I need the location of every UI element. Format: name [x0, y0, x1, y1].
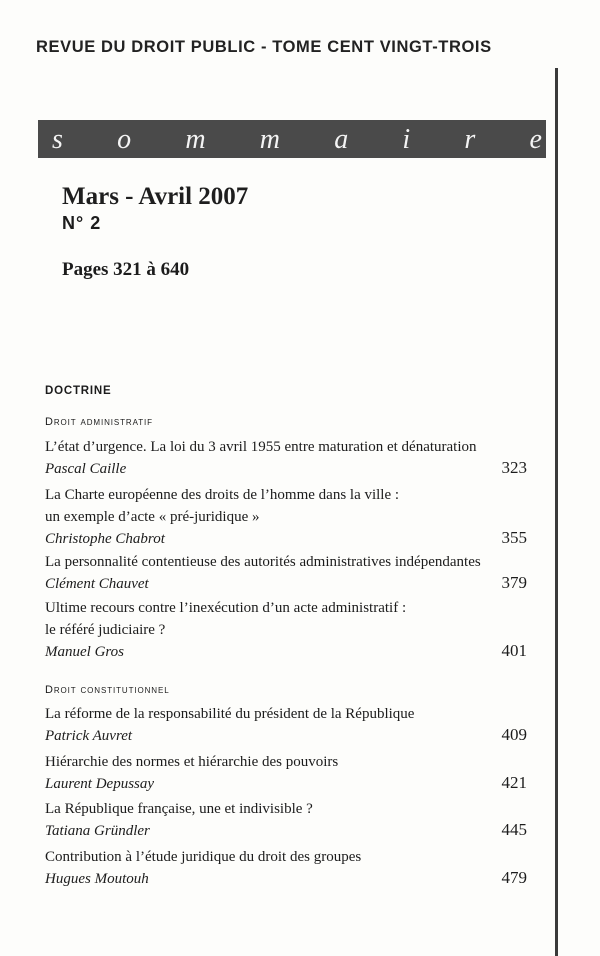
toc-entry[interactable]	[45, 436, 527, 480]
banner-letter: r	[464, 124, 476, 155]
journal-header: REVUE DU DROIT PUBLIC - TOME CENT VINGT-TROIS	[36, 38, 492, 56]
subsection-heading-const: Droit constitutionnel	[45, 684, 170, 696]
entry-page: 379	[501, 573, 527, 592]
banner-letter: m	[259, 124, 280, 155]
entry-title: le référé judiciaire ?	[45, 622, 166, 638]
entry-title: La personnalité contentieuse des autorités administratives indépendantes	[45, 554, 481, 570]
entry-author: Patrick Auvret	[45, 728, 133, 744]
entry-title: Hiérarchie des normes et hiérarchie des pouvoirs	[45, 754, 339, 770]
entry-title: La Charte européenne des droits de l’homme dans la ville :	[45, 487, 400, 503]
right-margin-rule	[555, 68, 558, 956]
entry-page: 323	[501, 458, 527, 477]
banner-letter: e	[529, 124, 542, 155]
banner-letter: o	[117, 124, 132, 155]
toc-entry[interactable]	[45, 798, 527, 842]
entry-author: Pascal Caille	[45, 461, 127, 477]
toc-entry[interactable]	[45, 846, 527, 890]
entry-title: Ultime recours contre l’inexécution d’un acte administratif :	[45, 600, 407, 616]
entry-author: Tatiana Gründler	[45, 823, 150, 839]
toc-entry[interactable]	[45, 751, 527, 795]
toc-entry[interactable]	[45, 484, 527, 550]
entry-author: Hugues Moutouh	[45, 871, 149, 887]
entry-title: La République française, une et indivisible ?	[45, 801, 313, 817]
entry-title: un exemple d’acte « pré-juridique »	[45, 509, 260, 525]
issue-number: N° 2	[62, 213, 102, 233]
section-heading-doctrine: DOCTRINE	[45, 385, 112, 397]
banner-letter: m	[185, 124, 206, 155]
pages-range: Pages 321 à 640	[62, 259, 190, 280]
banner-letter: i	[402, 124, 411, 155]
entry-page: 421	[501, 773, 527, 792]
subsection-heading-admin: Droit administratif	[45, 416, 153, 428]
entry-author: Clément Chauvet	[45, 576, 149, 592]
toc-entry[interactable]	[45, 703, 527, 747]
toc-entry[interactable]	[45, 551, 527, 595]
banner-letter: a	[334, 124, 349, 155]
entry-title: La réforme de la responsabilité du président de la République	[45, 706, 415, 722]
entry-author: Christophe Chabrot	[45, 531, 165, 547]
issue-date: Mars - Avril 2007	[62, 183, 249, 210]
toc-entry[interactable]	[45, 597, 527, 663]
banner-letter: s	[52, 124, 63, 155]
entry-author: Laurent Depussay	[45, 776, 155, 792]
entry-title: Contribution à l’étude juridique du droit des groupes	[45, 849, 362, 865]
sommaire-banner-text	[52, 122, 542, 158]
entry-title: L’état d’urgence. La loi du 3 avril 1955 entre maturation et dénaturation	[45, 439, 477, 455]
entry-page: 479	[501, 868, 527, 887]
entry-page: 355	[501, 528, 527, 547]
entry-author: Manuel Gros	[45, 644, 125, 660]
entry-page: 445	[501, 820, 527, 839]
entry-page: 401	[501, 641, 527, 660]
entry-page: 409	[501, 725, 527, 744]
